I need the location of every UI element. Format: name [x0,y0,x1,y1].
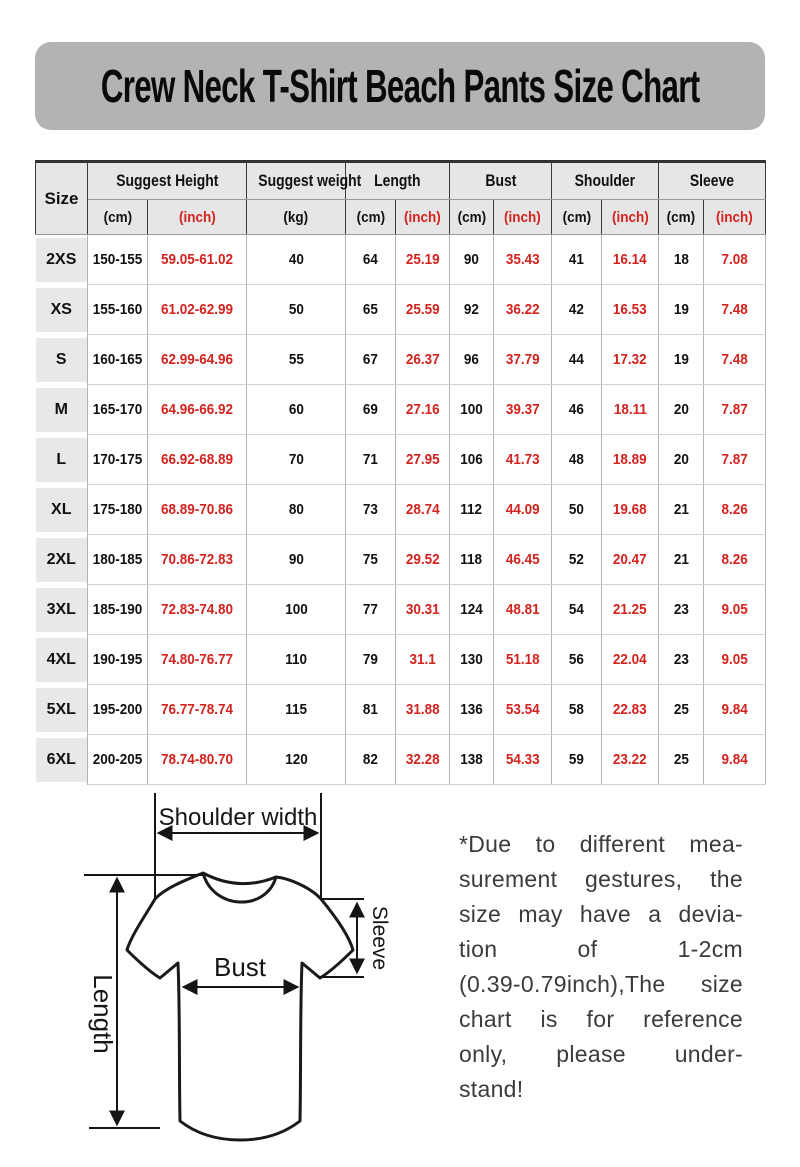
value-cell: 138 [450,735,494,785]
value-cell: 110 [247,635,346,685]
value-cell: 72.83-74.80 [148,585,247,635]
value-cell: 19 [659,335,704,385]
value-cell: 19 [659,285,704,335]
value-cell: 70.86-72.83 [148,535,247,585]
value-cell: 180-185 [88,535,148,585]
value-cell: 31.88 [396,685,450,735]
value-cell: 124 [450,585,494,635]
value-cell: 23.22 [602,735,659,785]
group-header-length: Length [346,162,450,200]
value-cell: 17.32 [602,335,659,385]
value-cell: 22.83 [602,685,659,735]
value-cell: 27.95 [396,435,450,485]
value-cell: 53.54 [494,685,552,735]
value-cell: 31.1 [396,635,450,685]
value-cell: 190-195 [88,635,148,685]
value-cell: 175-180 [88,485,148,535]
value-cell: 9.05 [704,585,766,635]
page-title: Crew Neck T-Shirt Beach Pants Size Chart [100,60,700,112]
value-cell: 7.87 [704,435,766,485]
note-line: *Due to different mea- [459,831,743,857]
size-column-header: Size [36,162,88,235]
note-line: stand! [459,1076,524,1102]
size-label: 4XL [36,638,88,682]
value-cell: 75 [346,535,396,585]
value-cell: 55 [247,335,346,385]
value-cell: 200-205 [88,735,148,785]
value-cell: 44 [552,335,602,385]
value-cell: 19.68 [602,485,659,535]
value-cell: 165-170 [88,385,148,435]
value-cell: 70 [247,435,346,485]
value-cell: 25 [659,735,704,785]
value-cell: 66.92-68.89 [148,435,247,485]
value-cell: 7.87 [704,385,766,435]
value-cell: 62.99-64.96 [148,335,247,385]
size-cell [36,285,88,335]
value-cell: 61.02-62.99 [148,285,247,335]
value-cell: 90 [450,235,494,285]
sleeve-label: Sleeve [368,905,391,971]
value-cell: 7.08 [704,235,766,285]
size-label: S [36,338,88,382]
value-cell: 77 [346,585,396,635]
size-cell [36,485,88,535]
value-cell: 65 [346,285,396,335]
value-cell: 21.25 [602,585,659,635]
value-cell: 9.84 [704,735,766,785]
value-cell: 48.81 [494,585,552,635]
value-cell: 25.59 [396,285,450,335]
value-cell: 80 [247,485,346,535]
value-cell: 7.48 [704,285,766,335]
size-cell [36,685,88,735]
value-cell: 170-175 [88,435,148,485]
value-cell: 20.47 [602,535,659,585]
value-cell: 41.73 [494,435,552,485]
value-cell: 160-165 [88,335,148,385]
note-line: surement gestures, the [459,866,743,892]
size-table-body [36,235,766,785]
unit-header: (cm) [450,200,494,235]
value-cell: 81 [346,685,396,735]
value-cell: 27.16 [396,385,450,435]
value-cell: 7.48 [704,335,766,385]
value-cell: 20 [659,435,704,485]
size-cell [36,435,88,485]
value-cell: 106 [450,435,494,485]
value-cell: 18.11 [602,385,659,435]
value-cell: 48 [552,435,602,485]
group-header-shoulder: Shoulder [552,162,659,200]
value-cell: 150-155 [88,235,148,285]
value-cell: 112 [450,485,494,535]
value-cell: 79 [346,635,396,685]
size-cell [36,235,88,285]
size-cell [36,335,88,385]
size-cell [36,585,88,635]
unit-header: (kg) [247,200,346,235]
value-cell: 36.22 [494,285,552,335]
table-row [36,485,766,535]
value-cell: 68.89-70.86 [148,485,247,535]
note-line: (0.39-0.79inch),The size [459,971,743,997]
unit-header: (cm) [88,200,148,235]
value-cell: 46.45 [494,535,552,585]
bust-label: Bust [213,952,267,982]
value-cell: 26.37 [396,335,450,385]
value-cell: 155-160 [88,285,148,335]
value-cell: 82 [346,735,396,785]
size-cell [36,535,88,585]
unit-header-row [36,200,766,235]
table-row [36,435,766,485]
value-cell: 28.74 [396,485,450,535]
table-row [36,235,766,285]
table-row [36,535,766,585]
size-label: XL [36,488,88,532]
value-cell: 115 [247,685,346,735]
value-cell: 58 [552,685,602,735]
value-cell: 9.05 [704,635,766,685]
value-cell: 118 [450,535,494,585]
value-cell: 56 [552,635,602,685]
value-cell: 40 [247,235,346,285]
note-line: only, please under- [459,1041,743,1067]
value-cell: 130 [450,635,494,685]
value-cell: 25 [659,685,704,735]
size-cell [36,385,88,435]
size-cell [36,635,88,685]
size-label: L [36,438,88,482]
value-cell: 8.26 [704,485,766,535]
value-cell: 21 [659,485,704,535]
value-cell: 100 [247,585,346,635]
value-cell: 16.53 [602,285,659,335]
size-label: 2XS [36,238,88,282]
value-cell: 29.52 [396,535,450,585]
unit-header: (inch) [494,200,552,235]
value-cell: 35.43 [494,235,552,285]
value-cell: 76.77-78.74 [148,685,247,735]
size-table [35,160,766,785]
value-cell: 30.31 [396,585,450,635]
group-header-suggest-height: Suggest Height [88,162,247,200]
value-cell: 64.96-66.92 [148,385,247,435]
value-cell: 25.19 [396,235,450,285]
unit-header: (inch) [704,200,766,235]
value-cell: 18.89 [602,435,659,485]
value-cell: 92 [450,285,494,335]
value-cell: 52 [552,535,602,585]
size-label: 2XL [36,538,88,582]
size-label: XS [36,288,88,332]
value-cell: 54 [552,585,602,635]
value-cell: 59 [552,735,602,785]
value-cell: 42 [552,285,602,335]
size-label: 5XL [36,688,88,732]
value-cell: 185-190 [88,585,148,635]
group-header-sleeve: Sleeve [659,162,766,200]
size-label: 6XL [36,738,88,782]
size-label: 3XL [36,588,88,632]
length-label: Length [88,974,118,1054]
group-header-bust: Bust [450,162,552,200]
value-cell: 32.28 [396,735,450,785]
note-text [459,827,743,1107]
group-header-row [36,162,766,200]
size-cell [36,735,88,785]
value-cell: 78.74-80.70 [148,735,247,785]
shoulder-width-label: Shoulder width [158,804,318,831]
value-cell: 44.09 [494,485,552,535]
table-row [36,585,766,635]
value-cell: 50 [247,285,346,335]
unit-header: (inch) [396,200,450,235]
table-row [36,385,766,435]
unit-header: (inch) [148,200,247,235]
note-line: chart is for reference [459,1006,743,1032]
group-header-suggest-weight: Suggest weight [247,162,346,200]
note-line: size may have a devia- [459,901,743,927]
value-cell: 50 [552,485,602,535]
table-row [36,735,766,785]
value-cell: 9.84 [704,685,766,735]
value-cell: 59.05-61.02 [148,235,247,285]
value-cell: 39.37 [494,385,552,435]
value-cell: 67 [346,335,396,385]
table-row [36,685,766,735]
unit-header: (inch) [602,200,659,235]
value-cell: 8.26 [704,535,766,585]
value-cell: 195-200 [88,685,148,735]
value-cell: 18 [659,235,704,285]
value-cell: 23 [659,635,704,685]
unit-header: (cm) [659,200,704,235]
value-cell: 37.79 [494,335,552,385]
table-row [36,335,766,385]
value-cell: 64 [346,235,396,285]
value-cell: 96 [450,335,494,385]
unit-header: (cm) [346,200,396,235]
value-cell: 120 [247,735,346,785]
tshirt-outline [127,873,353,1140]
value-cell: 60 [247,385,346,435]
value-cell: 51.18 [494,635,552,685]
value-cell: 41 [552,235,602,285]
value-cell: 136 [450,685,494,735]
note-line: tion of 1-2cm [459,936,743,962]
value-cell: 16.14 [602,235,659,285]
value-cell: 74.80-76.77 [148,635,247,685]
value-cell: 20 [659,385,704,435]
unit-header: (cm) [552,200,602,235]
tshirt-measurement-diagram [30,780,440,1167]
value-cell: 100 [450,385,494,435]
value-cell: 23 [659,585,704,635]
table-row [36,635,766,685]
value-cell: 73 [346,485,396,535]
value-cell: 90 [247,535,346,585]
value-cell: 21 [659,535,704,585]
value-cell: 22.04 [602,635,659,685]
table-row [36,285,766,335]
value-cell: 71 [346,435,396,485]
value-cell: 69 [346,385,396,435]
size-label: M [36,388,88,432]
value-cell: 54.33 [494,735,552,785]
value-cell: 46 [552,385,602,435]
title-banner [35,42,765,130]
table-header [36,162,766,235]
